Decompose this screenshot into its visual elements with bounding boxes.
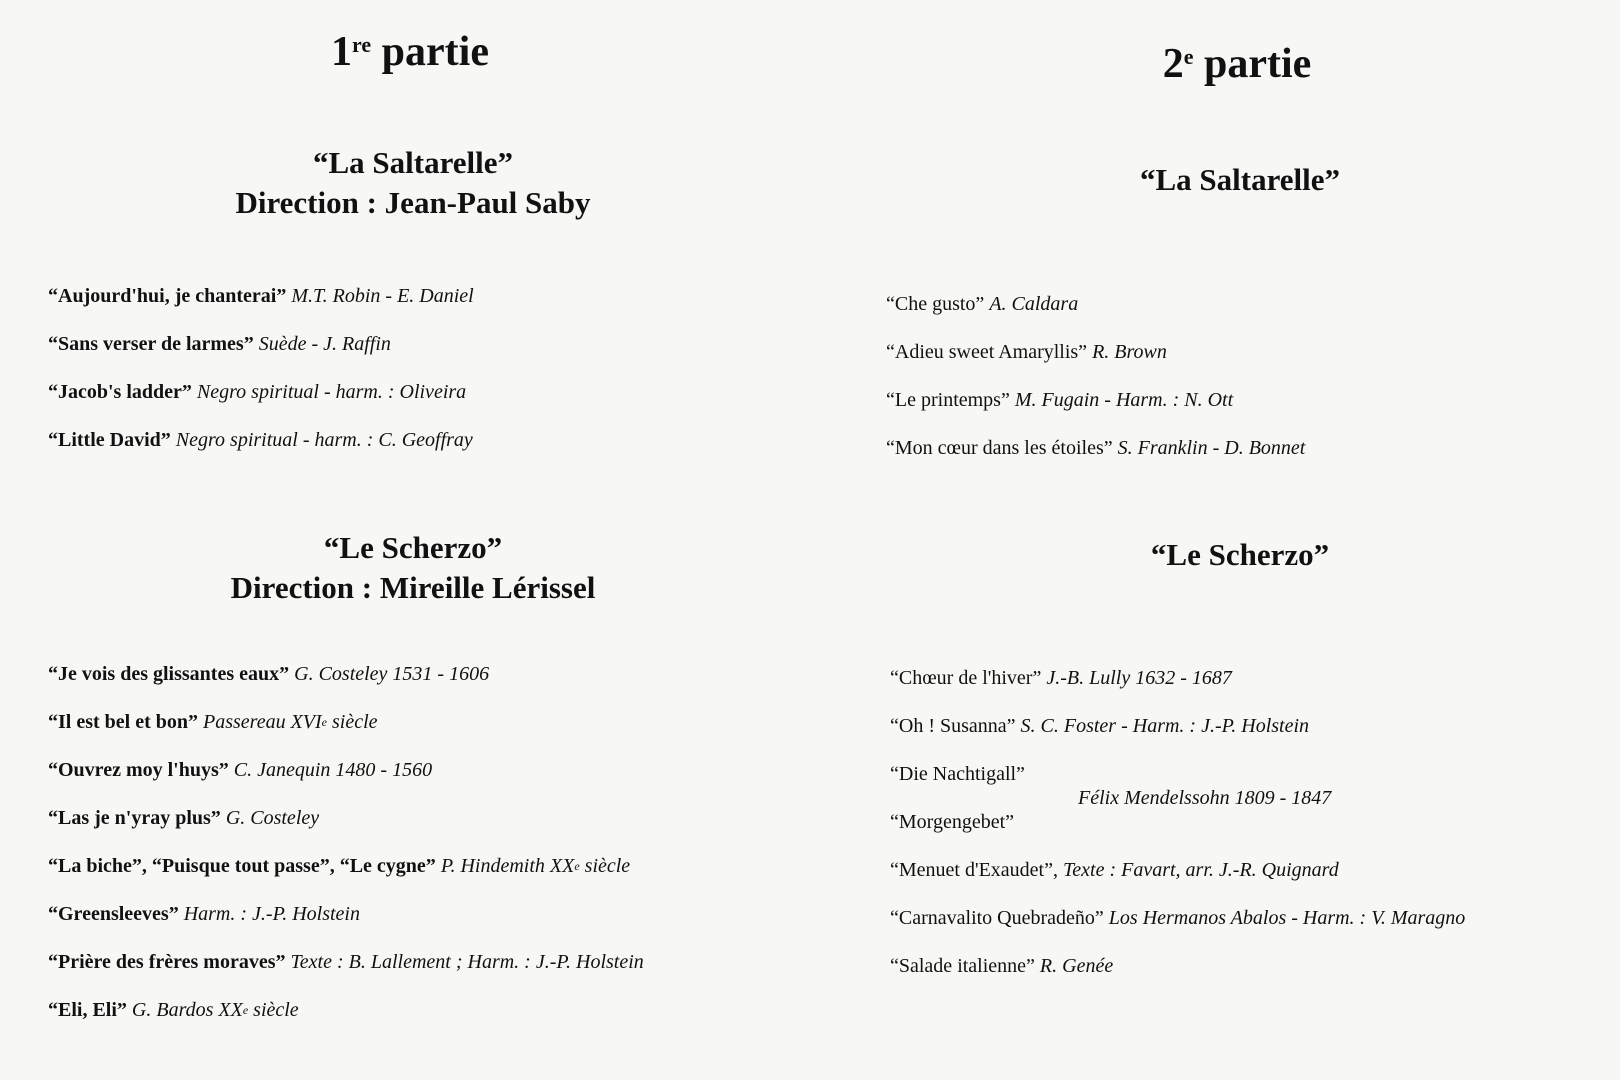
- part2-title-sup: e: [1183, 44, 1194, 69]
- part1-scherzo-list: [48, 664, 644, 1048]
- piece-composer-suffix: siècle: [579, 855, 631, 877]
- list-item: [890, 668, 1465, 716]
- list-item: [48, 808, 644, 856]
- list-item: [48, 664, 644, 712]
- piece-composer: R. Brown: [1092, 341, 1167, 363]
- list-item: [886, 390, 1305, 438]
- list-item: [890, 908, 1465, 956]
- part2-saltarelle-list: [886, 294, 1305, 486]
- choir-direction: Direction : Mireille Lérissel: [230, 570, 596, 605]
- list-item: [48, 712, 644, 760]
- century-sup: e: [574, 859, 580, 873]
- piece-composer: M. Fugain - Harm. : N. Ott: [1014, 389, 1234, 411]
- part1-saltarelle-list: [48, 286, 474, 478]
- piece-title: “Aujourd'hui, je chanterai”: [48, 285, 287, 307]
- century-sup: e: [242, 1003, 249, 1017]
- list-item: [890, 956, 1465, 1004]
- choir-name: “Le Scherzo”: [323, 530, 503, 565]
- century-sup: e: [321, 715, 327, 729]
- list-item: [48, 382, 474, 430]
- piece-title: “Die Nachtigall”: [890, 763, 1025, 785]
- list-item: [890, 860, 1465, 908]
- list-item: [48, 760, 644, 808]
- list-item: [886, 342, 1305, 390]
- piece-title: “Las je n'yray plus”: [48, 807, 221, 829]
- part1-scherzo-heading: [231, 528, 596, 608]
- piece-composer: Texte : B. Lallement ; Harm. : J.-P. Holstein: [290, 951, 644, 973]
- piece-composer: Harm. : J.-P. Holstein: [183, 903, 360, 925]
- piece-composer: Los Hermanos Abalos - Harm. : V. Maragno: [1108, 907, 1466, 929]
- piece-title: “Morgengebet”: [890, 811, 1015, 833]
- piece-composer: S. Franklin - D. Bonnet: [1117, 437, 1306, 459]
- part1-title: [331, 28, 489, 76]
- part2-scherzo-heading: [1151, 535, 1329, 575]
- list-item: [48, 334, 474, 382]
- choir-direction: Direction : Jean-Paul Saby: [235, 185, 591, 220]
- piece-title: “Prière des frères moraves”: [48, 951, 286, 973]
- piece-composer-suffix: siècle: [248, 999, 299, 1021]
- part1-saltarelle-heading: [235, 143, 590, 223]
- list-item: [48, 286, 474, 334]
- piece-composer: G. Costeley 1531 - 1606: [294, 663, 490, 685]
- list-item: [890, 716, 1465, 764]
- piece-composer: A. Caldara: [989, 293, 1079, 315]
- piece-title: “Jacob's ladder”: [48, 381, 192, 403]
- list-item: [48, 430, 474, 478]
- list-item: [886, 438, 1305, 486]
- part2-title-word: partie: [1203, 41, 1312, 87]
- piece-composer: Suède - J. Raffin: [258, 333, 391, 355]
- piece-title: “Je vois des glissantes eaux”: [48, 663, 290, 685]
- list-item: [48, 952, 644, 1000]
- part1-title-sup: re: [352, 32, 372, 57]
- piece-title: “Mon cœur dans les étoiles”: [886, 437, 1113, 459]
- piece-composer-suffix: siècle: [327, 711, 378, 733]
- piece-composer: S. C. Foster - Harm. : J.-P. Holstein: [1020, 715, 1310, 737]
- piece-title: “Little David”: [48, 429, 171, 451]
- list-item: [886, 294, 1305, 342]
- piece-composer: M.T. Robin - E. Daniel: [291, 285, 474, 307]
- piece-composer: J.-B. Lully 1632 - 1687: [1046, 667, 1232, 689]
- piece-title: “Salade italienne”: [890, 955, 1035, 977]
- piece-title: “Greensleeves”: [48, 903, 179, 925]
- piece-title: “Menuet d'Exaudet”,: [890, 859, 1058, 881]
- piece-title: “Ouvrez moy l'huys”: [48, 759, 229, 781]
- piece-title: “Le printemps”: [886, 389, 1010, 411]
- part1-title-num: 1: [331, 29, 353, 75]
- list-item: [890, 812, 1465, 860]
- part2-title: [1163, 40, 1312, 88]
- list-item: [48, 1000, 644, 1048]
- choir-name: “La Saltarelle”: [312, 145, 514, 180]
- piece-title: “Il est bel et bon”: [48, 711, 198, 733]
- part2-title-num: 2: [1162, 41, 1184, 87]
- piece-composer: P. Hindemith XX: [440, 855, 575, 877]
- piece-title: “Adieu sweet Amaryllis”: [886, 341, 1088, 363]
- piece-composer: R. Genée: [1039, 955, 1114, 977]
- piece-composer: G. Bardos XX: [131, 999, 243, 1021]
- part2-saltarelle-heading: [1140, 160, 1340, 200]
- choir-name: “Le Scherzo”: [1150, 537, 1330, 572]
- piece-title: “Carnavalito Quebradeño”: [890, 907, 1104, 929]
- list-item: [48, 856, 644, 904]
- piece-composer: Negro spiritual - harm. : Oliveira: [196, 381, 467, 403]
- piece-title: “Che gusto”: [886, 293, 985, 315]
- piece-title: “Chœur de l'hiver”: [890, 667, 1042, 689]
- piece-title: “La biche”, “Puisque tout passe”, “Le cygne”: [48, 855, 436, 877]
- part2-scherzo-list: [890, 668, 1465, 1004]
- shared-composer: Félix Mendelssohn 1809 - 1847: [1078, 787, 1332, 809]
- piece-composer: Negro spiritual - harm. : C. Geoffray: [175, 429, 473, 451]
- piece-composer: Texte : Favart, arr. J.-R. Quignard: [1062, 859, 1339, 881]
- piece-title: “Sans verser de larmes”: [48, 333, 254, 355]
- choir-name: “La Saltarelle”: [1139, 162, 1341, 197]
- part1-title-word: partie: [381, 29, 489, 75]
- piece-composer: Passereau XVI: [203, 711, 322, 733]
- piece-composer: G. Costeley: [225, 807, 320, 829]
- piece-title: “Oh ! Susanna”: [890, 715, 1016, 737]
- list-item: [48, 904, 644, 952]
- piece-composer: C. Janequin 1480 - 1560: [233, 759, 433, 781]
- piece-title: “Eli, Eli”: [48, 999, 127, 1021]
